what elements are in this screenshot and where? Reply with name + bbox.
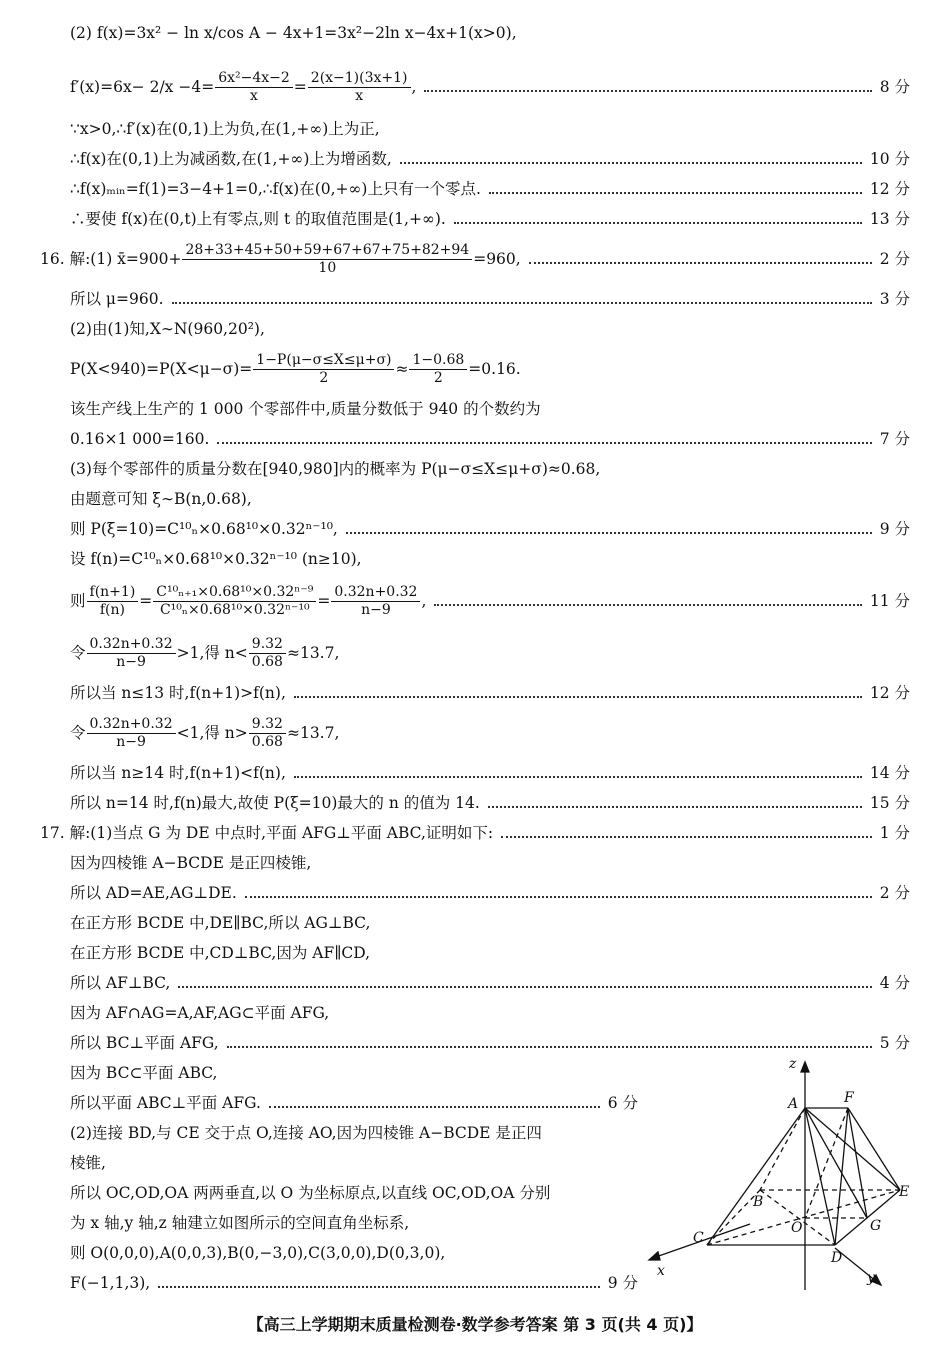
solution-line: 所以 μ=960. 3 分 (70, 290, 910, 308)
label-A: A (788, 1096, 799, 1112)
score: 6 分 (607, 1094, 638, 1112)
line-text: (2) f(x)=3x² − ln x/cos A − 4x+1=3x²−2ln x−4x+1(x>0), (70, 24, 517, 42)
solution-line: 所以当 n≥14 时,f(n+1)<f(n), 14 分 (70, 764, 910, 782)
score: 8 分 (879, 78, 910, 96)
label-x: x (657, 1263, 665, 1279)
dot-leader (172, 302, 872, 304)
dot-leader (294, 696, 862, 698)
fraction: $\frac{0.32n+0.32}{n-9}$ (87, 716, 176, 751)
solution-line: 所以 AF⊥BC, 4 分 (70, 974, 910, 992)
label-O: O (791, 1220, 803, 1236)
solution-line: 所以当 n≤13 时,f(n+1)>f(n), 12 分 (70, 684, 910, 702)
solution-line: 所以 AD=AE,AG⊥DE. 2 分 (70, 884, 910, 902)
edge-FE (848, 1108, 900, 1190)
dot-leader (346, 532, 872, 534)
solution-line: (3)每个零部件的质量分数在[940,980]内的概率为 P(μ−σ≤X≤μ+σ)≈0.68, (70, 460, 601, 478)
pyramid-figure (645, 1060, 915, 1290)
fraction: $\frac{\text{6x²−4x−2}}{x}$ (215, 70, 293, 105)
label-E: E (899, 1184, 910, 1200)
solution-line: 0.16×1 000=160. 7 分 (70, 430, 910, 448)
dot-leader (489, 192, 862, 194)
edge-AE (805, 1108, 900, 1190)
fraction: $\frac{0.32n+0.32}{n-9}$ (331, 584, 420, 619)
solution-line: 所以 OC,OD,OA 两两垂直,以 O 为坐标原点,以直线 OC,OD,OA 分别 (70, 1184, 551, 1202)
solution-line: P(X<940)=P(X<μ−σ)= $\frac{1-P(\mu-\sigma\le X\le\mu+\sigma)}{2}$ ≈ $\frac{1-0.68}{2}$ =0.16. (70, 351, 521, 386)
fraction: $\frac{1-0.68}{2}$ (409, 352, 467, 387)
label-z: z (789, 1060, 797, 1072)
dot-leader (434, 604, 861, 606)
solution-line: ∵x>0,∴f′(x)在(0,1)上为负,在(1,+∞)上为正, (70, 120, 380, 138)
edge-FO (805, 1108, 848, 1218)
solution-line: 在正方形 BCDE 中,CD⊥BC,因为 AF∥CD, (70, 944, 371, 962)
fraction: $\frac{1-P(\mu-\sigma\le X\le\mu+\sigma)}{2}$ (253, 352, 394, 387)
solution-line: 由题意可知 ξ∼B(n,0.68), (70, 490, 252, 508)
solution-line: 令 $\frac{0.32n+0.32}{n-9}$ >1,得 n< $\frac{9.32}{0.68}$ ≈13.7, (70, 635, 340, 670)
solution-line: 令 $\frac{0.32n+0.32}{n-9}$ <1,得 n> $\frac{9.32}{0.68}$ ≈13.7, (70, 715, 340, 750)
z-arrow (801, 1062, 809, 1072)
score: 11 分 (869, 592, 910, 610)
score: 2 分 (879, 250, 910, 268)
dot-leader (227, 1046, 872, 1048)
score: 9 分 (607, 1274, 638, 1292)
dot-leader (269, 1106, 600, 1108)
solution-line: 设 f(n)=C¹⁰ₙ×0.68¹⁰×0.32ⁿ⁻¹⁰ (n≥10), (70, 550, 362, 568)
fraction: $\frac{0.32n+0.32}{n-9}$ (87, 636, 176, 671)
solution-line: 棱锥, (70, 1154, 106, 1172)
edge-AD (805, 1108, 835, 1245)
line-text: f′(x)=6x− 2/x −4= (70, 78, 215, 96)
label-D: D (831, 1250, 843, 1266)
solution-line: f′(x)=6x− 2/x −4= $\frac{\text{6x²−4x−2}}{x}$ = $\frac{2(x-1)(3x+1)}{x}$ , 8 分 (70, 64, 910, 110)
solution-line: 该生产线上生产的 1 000 个零部件中,质量分数低于 940 的个数约为 (70, 400, 541, 418)
dot-leader (294, 776, 862, 778)
fraction: $\frac{9.32}{0.68}$ (249, 636, 286, 671)
solution-line (70, 22, 910, 44)
solution-line: ∴要使 f(x)在(0,t)上有零点,则 t 的取值范围是(1,+∞). 13 分 (70, 210, 910, 228)
score: 3 分 (879, 290, 910, 308)
dot-leader (245, 896, 872, 898)
solution-line: 所以 n=14 时,f(n)最大,故使 P(ξ=10)最大的 n 的值为 14. 15 分 (70, 794, 910, 812)
dot-leader (158, 1286, 600, 1288)
score: 5 分 (879, 1034, 910, 1052)
solution-line: (2)连接 BD,与 CE 交于点 O,连接 AO,因为四棱锥 A−BCDE 是正四 (70, 1124, 542, 1142)
dot-leader (217, 442, 871, 444)
solution-line: 16. 解:(1) x̄=900+ $\frac{28+33+45+50+59+67+67+75+82+94}{10}$ =960, 2 分 (40, 236, 910, 282)
solution-line: 在正方形 BCDE 中,DE∥BC,所以 AG⊥BC, (70, 914, 371, 932)
label-C: C (693, 1230, 704, 1246)
fraction: $\frac{f(n+1)}{f(n)}$ (87, 584, 139, 619)
fraction: $\frac{9.32}{0.68}$ (249, 716, 286, 751)
solution-line: ∴f(x)在(0,1)上为减函数,在(1,+∞)上为增函数, 10 分 (70, 150, 910, 168)
dot-leader (178, 986, 871, 988)
score: 13 分 (869, 210, 910, 228)
solution-line: 则 $\frac{f(n+1)}{f(n)}$ = $\frac{\text{C¹⁰ₙ₊₁×0.68¹⁰×0.32ⁿ⁻⁹}}{\text{C¹⁰ₙ×0.68¹⁰×0.32ⁿ⁻¹⁰}}$ = $\frac{0.32n+0.32}{n-9}$ , 11 分 (70, 578, 910, 624)
solution-line: 因为 AF∩AG=A,AF,AG⊂平面 AFG, (70, 1004, 330, 1022)
solution-line: 则 P(ξ=10)=C¹⁰ₙ×0.68¹⁰×0.32ⁿ⁻¹⁰, 9 分 (70, 520, 910, 538)
score: 12 分 (869, 180, 910, 198)
dot-leader (501, 836, 872, 838)
solution-line: 则 O(0,0,0),A(0,0,3),B(0,−3,0),C(3,0,0),D(0,3,0), (70, 1244, 446, 1262)
score: 7 分 (879, 430, 910, 448)
solution-line: 因为 BC⊂平面 ABC, (70, 1064, 218, 1082)
dot-leader (454, 222, 862, 224)
dot-leader (488, 806, 862, 808)
x-arrow (649, 1252, 660, 1260)
score: 10 分 (869, 150, 910, 168)
fraction: $\frac{\text{C¹⁰ₙ₊₁×0.68¹⁰×0.32ⁿ⁻⁹}}{\text{C¹⁰ₙ×0.68¹⁰×0.32ⁿ⁻¹⁰}}$ (153, 584, 316, 619)
solution-line: 17. 解:(1)当点 G 为 DE 中点时,平面 AFG⊥平面 ABC,证明如下: 1 分 (40, 824, 910, 842)
solution-line: F(−1,1,3), 9 分 (70, 1274, 638, 1292)
solution-line: 为 x 轴,y 轴,z 轴建立如图所示的空间直角坐标系, (70, 1214, 410, 1232)
score: 14 分 (869, 764, 910, 782)
fraction: $\frac{2(x-1)(3x+1)}{x}$ (308, 70, 411, 105)
pyramid-diagram (645, 1060, 915, 1290)
score: 4 分 (879, 974, 910, 992)
dot-leader (529, 262, 872, 264)
label-G: G (870, 1218, 882, 1234)
score: 15 分 (869, 794, 910, 812)
score: 2 分 (879, 884, 910, 902)
score: 9 分 (879, 520, 910, 538)
dot-leader (400, 162, 862, 164)
label-B: B (753, 1194, 764, 1210)
solution-line: 所以 BC⊥平面 AFG, 5 分 (70, 1034, 910, 1052)
page-footer: 【高三上学期期末质量检测卷·数学参考答案 第 3 页(共 4 页)】 (247, 1315, 703, 1334)
solution-line: ∴f(x)ₘᵢₙ=f(1)=3−4+1=0,∴f(x)在(0,+∞)上只有一个零点. 12 分 (70, 180, 910, 198)
edge-AB (760, 1108, 805, 1190)
score: 1 分 (879, 824, 910, 842)
solution-line: (2)由(1)知,X∼N(960,20²), (70, 320, 265, 338)
fraction: $\frac{28+33+45+50+59+67+67+75+82+94}{10}$ (182, 242, 472, 277)
edge-FD (835, 1108, 848, 1245)
dot-leader (424, 90, 871, 92)
solution-line: 所以平面 ABC⊥平面 AFG. 6 分 (70, 1094, 638, 1112)
solution-line: 因为四棱锥 A−BCDE 是正四棱锥, (70, 854, 312, 872)
label-F: F (844, 1090, 854, 1106)
label-y: y (867, 1270, 875, 1286)
score: 12 分 (869, 684, 910, 702)
